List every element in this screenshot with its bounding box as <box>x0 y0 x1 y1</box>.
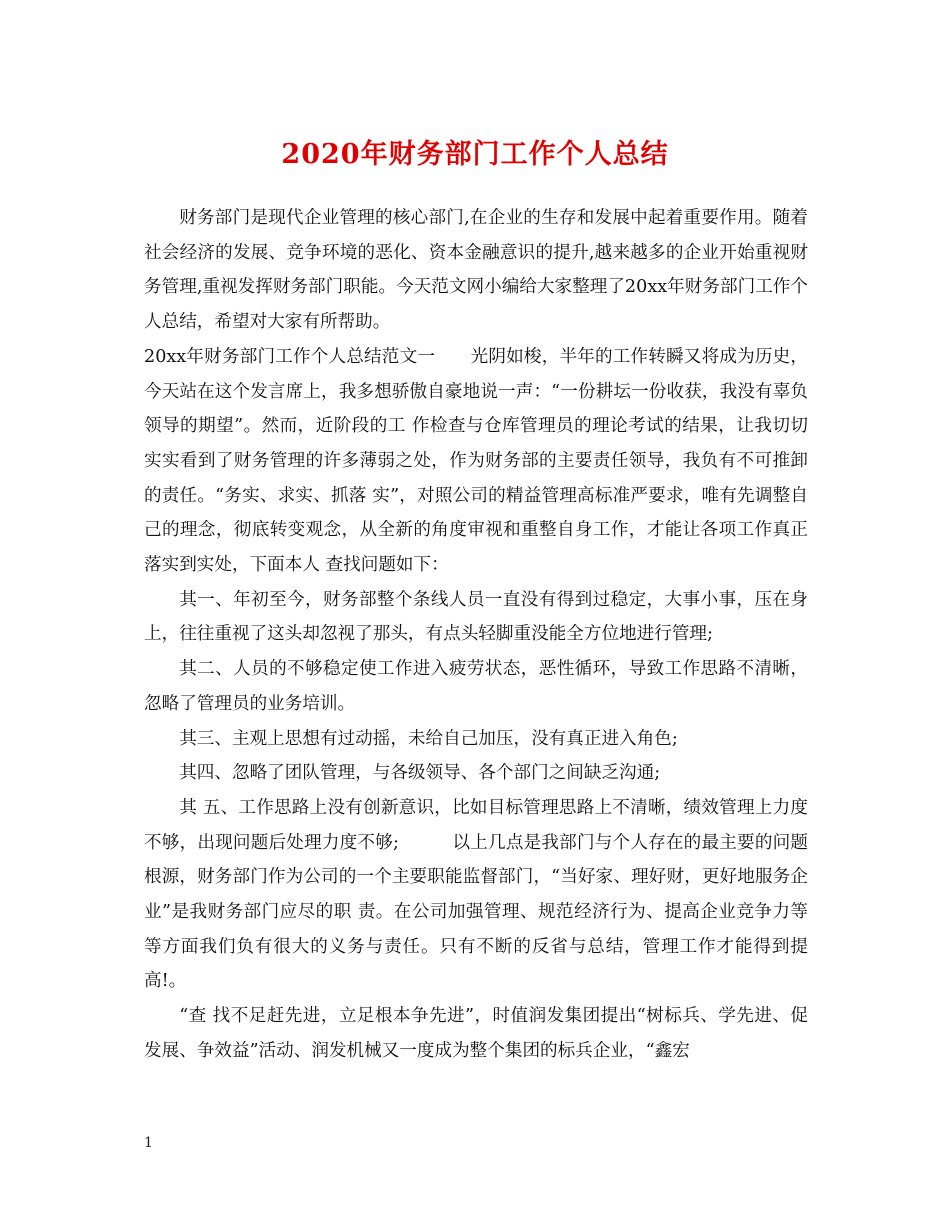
page-number: 1 <box>144 1135 153 1151</box>
paragraph-point-three: 其三、主观上思想有过动摇，未给自己加压，没有真正进入角色; <box>179 728 678 749</box>
paragraph-point-five: 其 五、工作思路上没有创新意识，比如目标管理思路上不清晰，绩效管理上力度不够，出现问题后处理力度不够; 以上几点是我部门与个人存在的最主要的问题根源，财务部门作为公司的一个主要职能监督部门，“当好家、理好财，更好地服务企业”是我财务部门应尽的职 责。在公司加强管理、规范经济行为、提高企业竞争力等等方面我们负有很大的义务与责任。只有不断的反省与总结，管理工作才能得到提高!。 <box>144 797 808 992</box>
document-body <box>144 201 808 1069</box>
paragraph-closing: “查 找不足赶先进，立足根本争先进”，时值润发集团提出“树标兵、学先进、促发展、争效益”活动、润发机械又一度成为整个集团的标兵企业，“鑫宏 <box>144 1006 808 1061</box>
paragraph-intro: 财务部门是现代企业管理的核心部门,在企业的生存和发展中起着重要作用。随着社会经济的发展、竞争环境的恶化、资本金融意识的提升,越来越多的企业开始重视财务管理,重视发挥财务部门职能。今天范文网小编给大家整理了20xx年财务部门工作个人总结，希望对大家有所帮助。 <box>144 208 809 333</box>
paragraph-point-two: 其二、人员的不够稳定使工作进入疲劳状态，恶性循环，导致工作思路不清晰，忽略了管理员的业务培训。 <box>144 659 808 714</box>
document-title: 2020年财务部门工作个人总结 <box>281 139 669 170</box>
paragraph-point-one: 其一、年初至今，财务部整个条线人员一直没有得到过稳定，大事小事，压在身上，往往重视了这头却忽视了那头，有点头轻脚重没能全方位地进行管理; <box>144 589 808 645</box>
paragraph-point-four: 其四、忽略了团队管理，与各级领导、各个部门之间缺乏沟通; <box>179 763 661 784</box>
paragraph-sample-one: 20xx年财务部门工作个人总结范文一 光阴如梭，半年的工作转瞬又将成为历史，今天站在这个发言席上，我多想骄傲自豪地说一声：“一份耕坛一份收获，我没有辜负领导的期望”。然而，近阶段的工 作检查与仓库管理员的理论考试的结果，让我切切实实看到了财务管理的许多薄弱之处，作为财务部的主要责任领导，我负有不可推卸的责任。“务实、求实、抓落 实”，对照公司的精益管理高标准严要求，唯有先调整自己的理念，彻底转变观念，从全新的角度审视和重整自身工作，才能让各项工作真正落实到实处，下面本人 查找问题如下： <box>144 346 808 576</box>
